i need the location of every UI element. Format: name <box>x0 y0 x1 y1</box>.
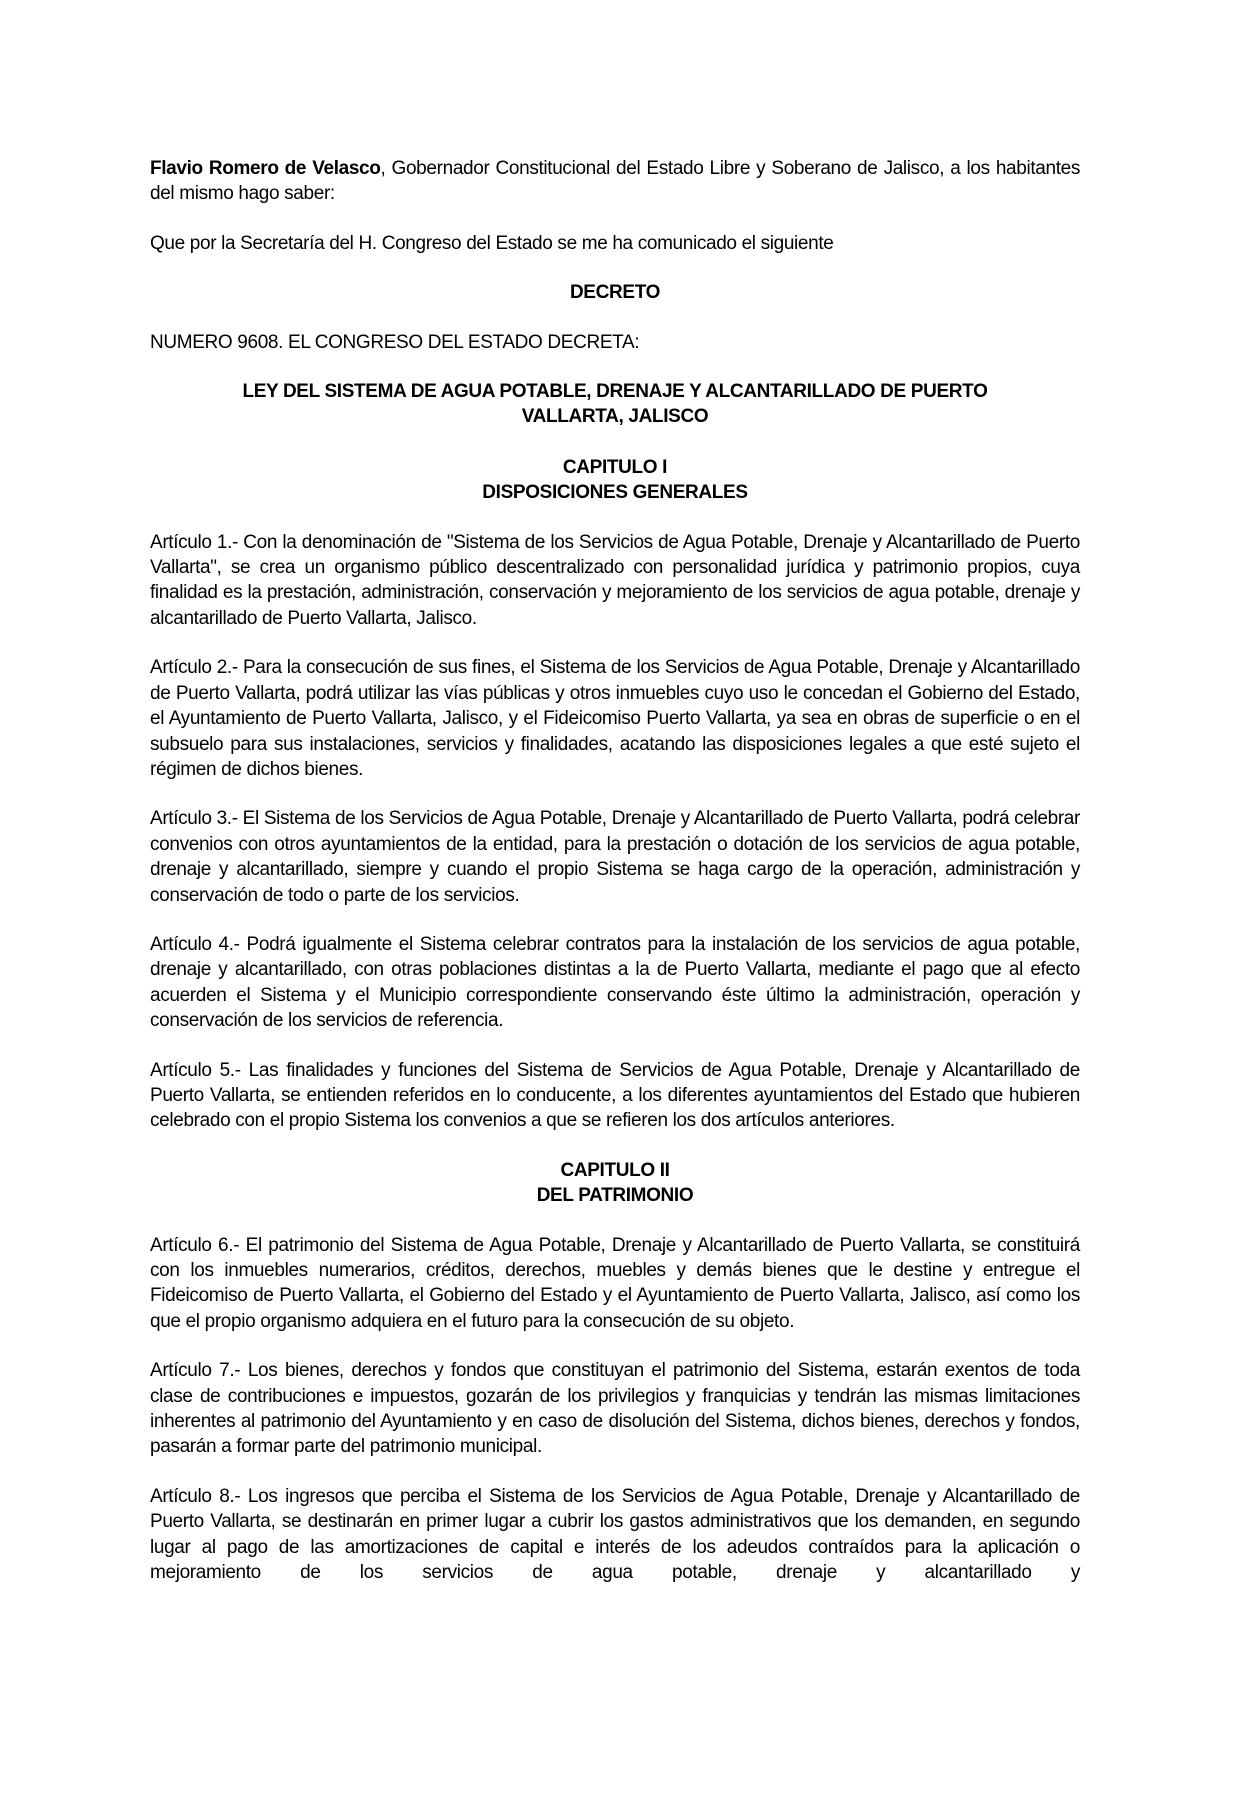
article-8: Artículo 8.- Los ingresos que perciba el Sistema de los Servicios de Agua Potable, Drenaje y Alcantarillado de Puerto Vallarta, se destinarán en primer lugar a cubrir los gastos administrativos que los demanden, en segundo lugar al pago de las amortizaciones de capital e interés de los adeudos contraídos para la aplicación o mejoramiento de los servicios de agua potable, drenaje y alcantarillado y <box>150 1485 1080 1584</box>
communicated-paragraph: Que por la Secretaría del H. Congreso del Estado se me ha comunicado el siguiente <box>150 232 834 254</box>
article-4: Artículo 4.- Podrá igualmente el Sistema celebrar contratos para la instalación de los servicios de agua potable, drenaje y alcantarillado, con otras poblaciones distintas a la de Puerto Vallarta, mediante el pago que al efecto acuerden el Sistema y el Municipio correspondiente conservando éste último la administración, operación y conservación de los servicios de referencia. <box>150 933 1080 1032</box>
article-3: Artículo 3.- El Sistema de los Servicios de Agua Potable, Drenaje y Alcantarillado de Puerto Vallarta, podrá celebrar convenios con otros ayuntamientos de la entidad, para la prestación o dotación de los servicios de agua potable, drenaje y alcantarillado, siempre y cuando el propio Sistema se haga cargo de la operación, administración y conservación de todo o parte de los servicios. <box>150 808 1080 906</box>
chapter-1-number: CAPITULO I <box>562 456 668 478</box>
chapter-2-title: DEL PATRIMONIO <box>536 1185 694 1207</box>
article-5: Artículo 5.- Las finalidades y funciones del Sistema de Servicios de Agua Potable, Drenaje y Alcantarillado de Puerto Vallarta, se entienden referidos en lo conducente, a los diferentes ayuntamientos del Estado que hubieren celebrado con el propio Sistema los convenios a que se refieren los dos artículos anteriores. <box>150 1059 1080 1132</box>
chapter-2-heading <box>150 1158 1080 1209</box>
law-title-line-1: LEY DEL SISTEMA DE AGUA POTABLE, DRENAJE Y ALCANTARILLADO DE PUERTO <box>242 381 988 403</box>
decree-heading: DECRETO <box>569 282 661 304</box>
law-title <box>150 379 1080 430</box>
law-title-line-2: VALLARTA, JALISCO <box>521 406 709 428</box>
article-6: Artículo 6.- El patrimonio del Sistema de Agua Potable, Drenaje y Alcantarillado de Puerto Vallarta, se constituirá con los inmuebles numerarios, créditos, derechos, muebles y demás bienes que le destine y entregue el Fideicomiso de Puerto Vallarta, el Gobierno del Estado y el Ayuntamiento de Puerto Vallarta, Jalisco, así como los que el propio organismo adquiera en el futuro para la consecución de su objeto. <box>150 1234 1080 1332</box>
intro-paragraph <box>150 156 1080 207</box>
governor-name: Flavio Romero de Velasco <box>150 158 381 179</box>
document-page <box>150 156 1080 1609</box>
intro-text: , Gobernador Constitucional del Estado Libre y Soberano de Jalisco, a los habitantes del mismo hago saber: <box>150 158 1080 205</box>
chapter-1-heading <box>150 455 1080 506</box>
article-2: Artículo 2.- Para la consecución de sus fines, el Sistema de los Servicios de Agua Potable, Drenaje y Alcantarillado de Puerto Vallarta, podrá utilizar las vías públicas y otros inmuebles cuyo uso le concedan el Gobierno del Estado, el Ayuntamiento de Puerto Vallarta, Jalisco, y el Fideicomiso Puerto Vallarta, ya sea en obras de superficie o en el subsuelo para sus instalaciones, servicios y finalidades, acatando las disposiciones legales a que esté sujeto el régimen de dichos bienes. <box>150 657 1080 780</box>
chapter-1-title: DISPOSICIONES GENERALES <box>482 482 748 504</box>
chapter-2-number: CAPITULO II <box>560 1159 670 1181</box>
decree-number: NUMERO 9608. EL CONGRESO DEL ESTADO DECRETA: <box>150 331 640 353</box>
article-1: Artículo 1.- Con la denominación de "Sistema de los Servicios de Agua Potable, Drenaje y Alcantarillado de Puerto Vallarta", se crea un organismo público descentralizado con personalidad jurídica y patrimonio propios, cuya finalidad es la prestación, administración, conservación y mejoramiento de los servicios de agua potable, drenaje y alcantarillado de Puerto Vallarta, Jalisco. <box>150 531 1080 629</box>
article-7: Artículo 7.- Los bienes, derechos y fondos que constituyan el patrimonio del Sistema, estarán exentos de toda clase de contribuciones e impuestos, gozarán de los privilegios y franquicias y tendrán las mismas limitaciones inherentes al patrimonio del Ayuntamiento y en caso de disolución del Sistema, dichos bienes, derechos y fondos, pasarán a formar parte del patrimonio municipal. <box>150 1360 1080 1458</box>
